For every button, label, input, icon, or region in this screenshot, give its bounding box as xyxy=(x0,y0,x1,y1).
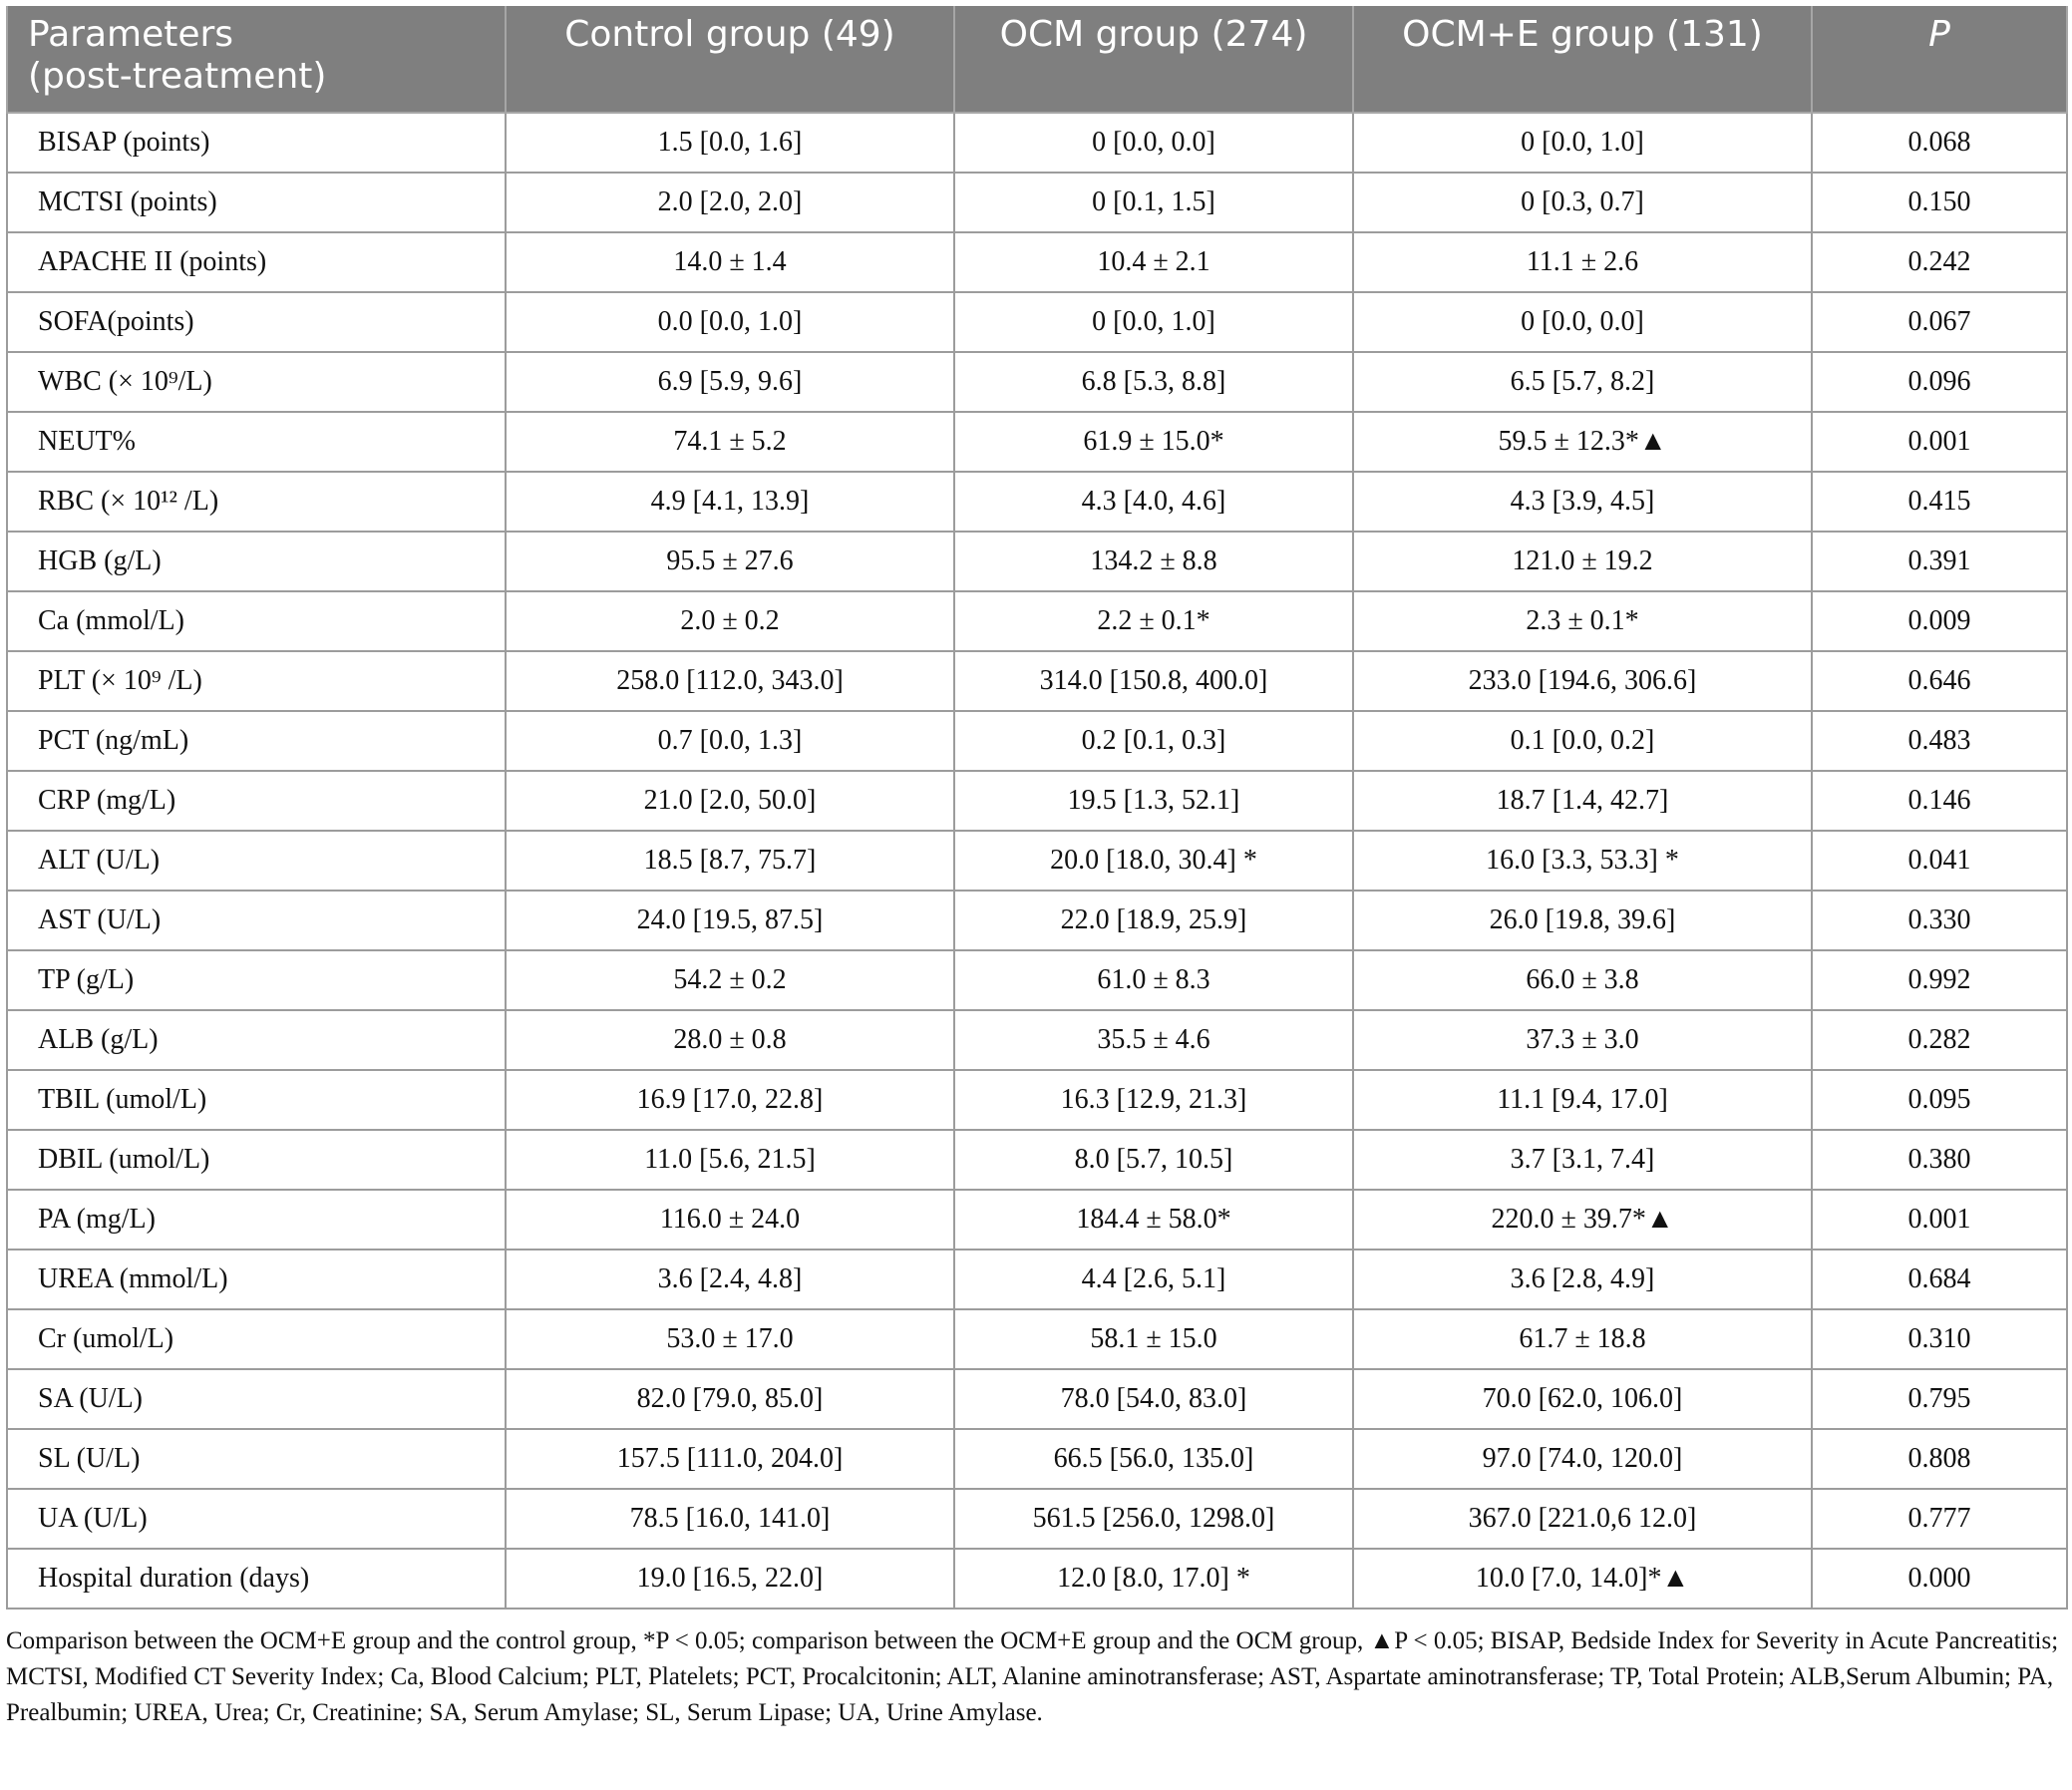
ocme-cell: 26.0 [19.8, 39.6] xyxy=(1353,891,1812,950)
control-cell: 95.5 ± 27.6 xyxy=(506,532,954,591)
table-row xyxy=(7,1429,2067,1489)
ocm-cell: 66.5 [56.0, 135.0] xyxy=(954,1429,1353,1489)
p-value-cell: 0.041 xyxy=(1812,831,2067,891)
control-cell: 0.0 [0.0, 1.0] xyxy=(506,292,954,352)
ocm-cell: 0 [0.0, 1.0] xyxy=(954,292,1353,352)
control-cell: 54.2 ± 0.2 xyxy=(506,950,954,1010)
param-cell: AST (U/L) xyxy=(7,891,506,950)
param-cell: TP (g/L) xyxy=(7,950,506,1010)
table-row xyxy=(7,891,2067,950)
control-cell: 28.0 ± 0.8 xyxy=(506,1010,954,1070)
table-row xyxy=(7,532,2067,591)
param-cell: ALT (U/L) xyxy=(7,831,506,891)
control-cell: 16.9 [17.0, 22.8] xyxy=(506,1070,954,1130)
control-cell: 18.5 [8.7, 75.7] xyxy=(506,831,954,891)
table-footnote: Comparison between the OCM+E group and the control group, *P < 0.05; comparison between the OCM+E group and the OCM group, ▲P < 0.05; BISAP, Bedside Index for Severity in Acute Pancreatitis; MCTSI, Modified CT Severity Index; Ca, Blood Calcium; PLT, Platelets; PCT, Procalcitonin; ALT, Alanine aminotransferase; AST, Aspartate aminotransferase; TP, Total Protein; ALB,Serum Albumin; PA, Prealbumin; UREA, Urea; Cr, Creatinine; SA, Serum Amylase; SL, Serum Lipase; UA, Urine Amylase. xyxy=(6,1627,2059,1726)
ocm-cell: 4.4 [2.6, 5.1] xyxy=(954,1250,1353,1309)
ocm-cell: 8.0 [5.7, 10.5] xyxy=(954,1130,1353,1190)
control-cell: 11.0 [5.6, 21.5] xyxy=(506,1130,954,1190)
ocme-cell: 0 [0.0, 1.0] xyxy=(1353,113,1812,173)
ocme-cell: 61.7 ± 18.8 xyxy=(1353,1309,1812,1369)
ocme-cell: 367.0 [221.0,6 12.0] xyxy=(1353,1489,1812,1549)
ocme-cell: 37.3 ± 3.0 xyxy=(1353,1010,1812,1070)
ocme-cell: 3.6 [2.8, 4.9] xyxy=(1353,1250,1812,1309)
table-row xyxy=(7,412,2067,472)
ocme-cell: 0 [0.0, 0.0] xyxy=(1353,292,1812,352)
ocme-cell: 97.0 [74.0, 120.0] xyxy=(1353,1429,1812,1489)
param-cell: SA (U/L) xyxy=(7,1369,506,1429)
ocm-cell: 78.0 [54.0, 83.0] xyxy=(954,1369,1353,1429)
p-value-cell: 0.483 xyxy=(1812,711,2067,771)
p-value-cell: 0.068 xyxy=(1812,113,2067,173)
table-row xyxy=(7,113,2067,173)
table-container xyxy=(6,6,2066,1731)
header-row xyxy=(7,6,2067,113)
param-cell: APACHE II (points) xyxy=(7,232,506,292)
table-row xyxy=(7,1309,2067,1369)
control-cell: 4.9 [4.1, 13.9] xyxy=(506,472,954,532)
p-value-cell: 0.095 xyxy=(1812,1070,2067,1130)
p-value-cell: 0.415 xyxy=(1812,472,2067,532)
control-cell: 78.5 [16.0, 141.0] xyxy=(506,1489,954,1549)
param-cell: UREA (mmol/L) xyxy=(7,1250,506,1309)
p-value-cell: 0.330 xyxy=(1812,891,2067,950)
ocme-cell: 3.7 [3.1, 7.4] xyxy=(1353,1130,1812,1190)
control-cell: 6.9 [5.9, 9.6] xyxy=(506,352,954,412)
param-cell: UA (U/L) xyxy=(7,1489,506,1549)
control-cell: 116.0 ± 24.0 xyxy=(506,1190,954,1250)
ocm-cell: 0 [0.0, 0.0] xyxy=(954,113,1353,173)
p-value-cell: 0.001 xyxy=(1812,1190,2067,1250)
ocme-cell: 16.0 [3.3, 53.3] * xyxy=(1353,831,1812,891)
p-value-cell: 0.146 xyxy=(1812,771,2067,831)
param-cell: Cr (umol/L) xyxy=(7,1309,506,1369)
param-cell: CRP (mg/L) xyxy=(7,771,506,831)
control-cell: 157.5 [111.0, 204.0] xyxy=(506,1429,954,1489)
table-row xyxy=(7,1489,2067,1549)
results-table xyxy=(6,6,2068,1610)
header-ocme-group: OCM+E group (131) xyxy=(1353,6,1812,113)
ocm-cell: 4.3 [4.0, 4.6] xyxy=(954,472,1353,532)
ocm-cell: 16.3 [12.9, 21.3] xyxy=(954,1070,1353,1130)
p-value-cell: 0.992 xyxy=(1812,950,2067,1010)
ocm-cell: 184.4 ± 58.0* xyxy=(954,1190,1353,1250)
param-cell: Hospital duration (days) xyxy=(7,1549,506,1609)
ocm-cell: 0 [0.1, 1.5] xyxy=(954,173,1353,232)
control-cell: 21.0 [2.0, 50.0] xyxy=(506,771,954,831)
ocme-cell: 0.1 [0.0, 0.2] xyxy=(1353,711,1812,771)
param-cell: DBIL (umol/L) xyxy=(7,1130,506,1190)
ocm-cell: 61.9 ± 15.0* xyxy=(954,412,1353,472)
table-row xyxy=(7,1369,2067,1429)
p-value-cell: 0.795 xyxy=(1812,1369,2067,1429)
table-row xyxy=(7,1010,2067,1070)
ocm-cell: 10.4 ± 2.1 xyxy=(954,232,1353,292)
header-parameters xyxy=(7,6,506,113)
table-row xyxy=(7,173,2067,232)
param-cell: PA (mg/L) xyxy=(7,1190,506,1250)
control-cell: 2.0 ± 0.2 xyxy=(506,591,954,651)
ocme-cell: 66.0 ± 3.8 xyxy=(1353,950,1812,1010)
header-ocm-group: OCM group (274) xyxy=(954,6,1353,113)
p-value-cell: 0.391 xyxy=(1812,532,2067,591)
p-value-cell: 0.000 xyxy=(1812,1549,2067,1609)
p-value-cell: 0.684 xyxy=(1812,1250,2067,1309)
header-control-group: Control group (49) xyxy=(506,6,954,113)
table-row xyxy=(7,1190,2067,1250)
ocme-cell: 220.0 ± 39.7*▲ xyxy=(1353,1190,1812,1250)
control-cell: 258.0 [112.0, 343.0] xyxy=(506,651,954,711)
header-parameters-sublabel: (post-treatment) xyxy=(28,56,327,97)
ocme-cell: 11.1 [9.4, 17.0] xyxy=(1353,1070,1812,1130)
ocme-cell: 59.5 ± 12.3*▲ xyxy=(1353,412,1812,472)
control-cell: 3.6 [2.4, 4.8] xyxy=(506,1250,954,1309)
param-cell: MCTSI (points) xyxy=(7,173,506,232)
param-cell: WBC (× 10⁹/L) xyxy=(7,352,506,412)
ocm-cell: 314.0 [150.8, 400.0] xyxy=(954,651,1353,711)
ocm-cell: 0.2 [0.1, 0.3] xyxy=(954,711,1353,771)
param-cell: RBC (× 10¹² /L) xyxy=(7,472,506,532)
table-row xyxy=(7,1250,2067,1309)
p-value-cell: 0.808 xyxy=(1812,1429,2067,1489)
p-value-cell: 0.067 xyxy=(1812,292,2067,352)
p-value-cell: 0.282 xyxy=(1812,1010,2067,1070)
param-cell: ALB (g/L) xyxy=(7,1010,506,1070)
control-cell: 82.0 [79.0, 85.0] xyxy=(506,1369,954,1429)
ocme-cell: 2.3 ± 0.1* xyxy=(1353,591,1812,651)
ocm-cell: 561.5 [256.0, 1298.0] xyxy=(954,1489,1353,1549)
param-cell: SL (U/L) xyxy=(7,1429,506,1489)
p-value-cell: 0.777 xyxy=(1812,1489,2067,1549)
table-body xyxy=(7,113,2067,1609)
p-value-cell: 0.009 xyxy=(1812,591,2067,651)
header-parameters-label: Parameters xyxy=(28,14,234,55)
ocm-cell: 2.2 ± 0.1* xyxy=(954,591,1353,651)
param-cell: PCT (ng/mL) xyxy=(7,711,506,771)
table-row xyxy=(7,1130,2067,1190)
param-cell: HGB (g/L) xyxy=(7,532,506,591)
table-row xyxy=(7,651,2067,711)
ocme-cell: 11.1 ± 2.6 xyxy=(1353,232,1812,292)
ocme-cell: 233.0 [194.6, 306.6] xyxy=(1353,651,1812,711)
ocm-cell: 6.8 [5.3, 8.8] xyxy=(954,352,1353,412)
param-cell: NEUT% xyxy=(7,412,506,472)
p-value-cell: 0.380 xyxy=(1812,1130,2067,1190)
control-cell: 74.1 ± 5.2 xyxy=(506,412,954,472)
control-cell: 14.0 ± 1.4 xyxy=(506,232,954,292)
p-value-cell: 0.646 xyxy=(1812,651,2067,711)
control-cell: 2.0 [2.0, 2.0] xyxy=(506,173,954,232)
control-cell: 0.7 [0.0, 1.3] xyxy=(506,711,954,771)
table-row xyxy=(7,950,2067,1010)
param-cell: SOFA(points) xyxy=(7,292,506,352)
table-row xyxy=(7,591,2067,651)
table-row xyxy=(7,831,2067,891)
ocme-cell: 121.0 ± 19.2 xyxy=(1353,532,1812,591)
ocm-cell: 35.5 ± 4.6 xyxy=(954,1010,1353,1070)
ocme-cell: 0 [0.3, 0.7] xyxy=(1353,173,1812,232)
table-row xyxy=(7,352,2067,412)
p-value-cell: 0.310 xyxy=(1812,1309,2067,1369)
ocm-cell: 20.0 [18.0, 30.4] * xyxy=(954,831,1353,891)
ocme-cell: 4.3 [3.9, 4.5] xyxy=(1353,472,1812,532)
param-cell: Ca (mmol/L) xyxy=(7,591,506,651)
table-row xyxy=(7,771,2067,831)
control-cell: 24.0 [19.5, 87.5] xyxy=(506,891,954,950)
p-value-cell: 0.096 xyxy=(1812,352,2067,412)
p-value-cell: 0.150 xyxy=(1812,173,2067,232)
ocm-cell: 12.0 [8.0, 17.0] * xyxy=(954,1549,1353,1609)
ocme-cell: 6.5 [5.7, 8.2] xyxy=(1353,352,1812,412)
ocme-cell: 70.0 [62.0, 106.0] xyxy=(1353,1369,1812,1429)
table-row xyxy=(7,1070,2067,1130)
ocm-cell: 134.2 ± 8.8 xyxy=(954,532,1353,591)
control-cell: 19.0 [16.5, 22.0] xyxy=(506,1549,954,1609)
table-row xyxy=(7,292,2067,352)
ocme-cell: 18.7 [1.4, 42.7] xyxy=(1353,771,1812,831)
ocm-cell: 19.5 [1.3, 52.1] xyxy=(954,771,1353,831)
param-cell: PLT (× 10⁹ /L) xyxy=(7,651,506,711)
table-row xyxy=(7,711,2067,771)
param-cell: BISAP (points) xyxy=(7,113,506,173)
ocm-cell: 22.0 [18.9, 25.9] xyxy=(954,891,1353,950)
param-cell: TBIL (umol/L) xyxy=(7,1070,506,1130)
ocm-cell: 61.0 ± 8.3 xyxy=(954,950,1353,1010)
table-row xyxy=(7,232,2067,292)
p-value-cell: 0.242 xyxy=(1812,232,2067,292)
header-p-value: P xyxy=(1812,6,2067,113)
table-row xyxy=(7,472,2067,532)
ocme-cell: 10.0 [7.0, 14.0]*▲ xyxy=(1353,1549,1812,1609)
ocm-cell: 58.1 ± 15.0 xyxy=(954,1309,1353,1369)
control-cell: 1.5 [0.0, 1.6] xyxy=(506,113,954,173)
p-value-cell: 0.001 xyxy=(1812,412,2067,472)
table-row xyxy=(7,1549,2067,1609)
control-cell: 53.0 ± 17.0 xyxy=(506,1309,954,1369)
